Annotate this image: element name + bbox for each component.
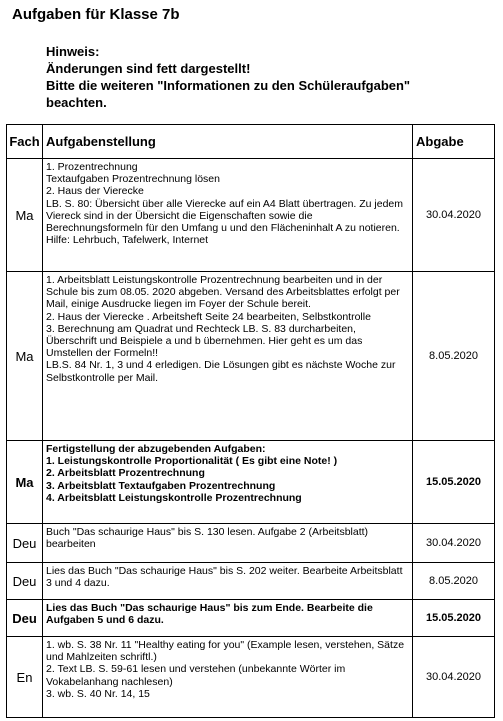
task-cell — [43, 563, 413, 600]
subject-cell: Deu — [7, 600, 43, 637]
due-date-cell: 15.05.2020 — [413, 600, 495, 637]
task-line: 2. Haus der Vierecke . Arbeitsheft Seite 24 bearbeiten, Selbstkontrolle — [46, 310, 371, 323]
task-line: 1. wb. S. 38 Nr. 11 "Healthy eating for you" (Example lesen, verstehen, Sätze und Mahlzeiten schriftl.) — [46, 639, 405, 664]
notice-info-hint: Bitte die weiteren "Informationen zu den Schüleraufgaben" — [46, 78, 411, 93]
task-line: 1. Prozentrechnung — [46, 161, 138, 173]
column-header-aufgabenstellung: Aufgabenstellung — [43, 125, 413, 159]
due-date-cell: 15.05.2020 — [413, 441, 495, 524]
assignments-table — [6, 124, 495, 718]
due-date-cell: 8.05.2020 — [413, 272, 495, 441]
task-line: LB. S. 80: Übersicht über alle Vierecke auf ein A4 Blatt übertragen. Zu jedem Viereck sind in der Übersicht die Eigenschaften sowie die Berechnungsformeln für den Umfang u und den Flächeninhalt A zu notieren. Hilfe: Lehrbuch, Tafelwerk, Internet — [46, 197, 404, 247]
task-line: 1. Arbeitsblatt Leistungskontrolle Prozentrechnung bearbeiten und in der Schule bis zum 08.05. 2020 abgeben. Versand des Arbeitsblattes erfolgt per Mail, einige Ausdrucke liegen im Foyer der Schule bereit. — [46, 274, 400, 311]
subject-cell: En — [7, 637, 43, 718]
task-line: 2. Haus der Vierecke — [46, 185, 144, 198]
notice-changes-bold: Änderungen sind fett dargestellt! — [46, 61, 251, 76]
task-cell — [43, 600, 413, 637]
task-cell — [43, 524, 413, 563]
task-cell — [43, 637, 413, 718]
due-date-cell: 30.04.2020 — [413, 637, 495, 718]
page-title: Aufgaben für Klasse 7b — [12, 6, 180, 23]
due-date-cell: 30.04.2020 — [413, 159, 495, 272]
table-row — [7, 441, 495, 524]
task-line: Lies das Buch "Das schaurige Haus" bis zum Ende. Bearbeite die Aufgaben 5 und 6 dazu. — [46, 602, 373, 627]
task-line: Textaufgaben Prozentrechnung lösen — [46, 173, 220, 186]
due-date-cell: 30.04.2020 — [413, 524, 495, 563]
task-line: Fertigstellung der abzugebenden Aufgaben: — [46, 443, 266, 455]
task-line: 2. Arbeitsblatt Prozentrechnung — [46, 467, 205, 480]
task-line: 3. Arbeitsblatt Textaufgaben Prozentrechnung — [46, 479, 276, 492]
table-row — [7, 637, 495, 718]
column-header-fach: Fach — [7, 125, 43, 159]
notice-heading: Hinweis: — [46, 44, 100, 59]
task-line: Lies das Buch "Das schaurige Haus" bis S. 202 weiter. Bearbeite Arbeitsblatt 3 und 4 dazu. — [46, 565, 403, 590]
notice-block — [46, 43, 410, 111]
subject-cell: Deu — [7, 524, 43, 563]
table-header-row — [7, 125, 495, 159]
task-line: LB.S. 84 Nr. 1, 3 und 4 erledigen. Die Lösungen gibt es nächste Woche zur Selbstkontrolle per Mail. — [46, 359, 396, 384]
task-cell — [43, 272, 413, 441]
subject-cell: Deu — [7, 563, 43, 600]
task-cell — [43, 441, 413, 524]
task-line: 3. wb. S. 40 Nr. 14, 15 — [46, 687, 150, 700]
subject-cell: Ma — [7, 441, 43, 524]
task-cell — [43, 159, 413, 272]
table-row — [7, 600, 495, 637]
task-line: 3. Berechnung am Quadrat und Rechteck LB. S. 83 durcharbeiten, Überschrift und Beispiele a und b übernehmen. Hier geht es um das Umstellen der Formeln!! — [46, 322, 363, 360]
subject-cell: Ma — [7, 272, 43, 441]
due-date-cell: 8.05.2020 — [413, 563, 495, 600]
column-header-abgabe: Abgabe — [413, 125, 495, 159]
subject-cell: Ma — [7, 159, 43, 272]
table-row — [7, 159, 495, 272]
table-row — [7, 563, 495, 600]
task-line: Buch "Das schaurige Haus" bis S. 130 lesen. Aufgabe 2 (Arbeitsblatt) bearbeiten — [46, 526, 369, 551]
table-row — [7, 272, 495, 441]
table-row — [7, 524, 495, 563]
task-line: 2. Text LB. S. 59-61 lesen und verstehen (unbekannte Wörter im Vokabelanhang nachlesen) — [46, 663, 346, 688]
task-line: 1. Leistungskontrolle Proportionalität ( Es gibt eine Note! ) — [46, 455, 338, 468]
notice-info-hint-cont: beachten. — [46, 95, 107, 110]
task-line: 4. Arbeitsblatt Leistungskontrolle Prozentrechnung — [46, 491, 302, 504]
